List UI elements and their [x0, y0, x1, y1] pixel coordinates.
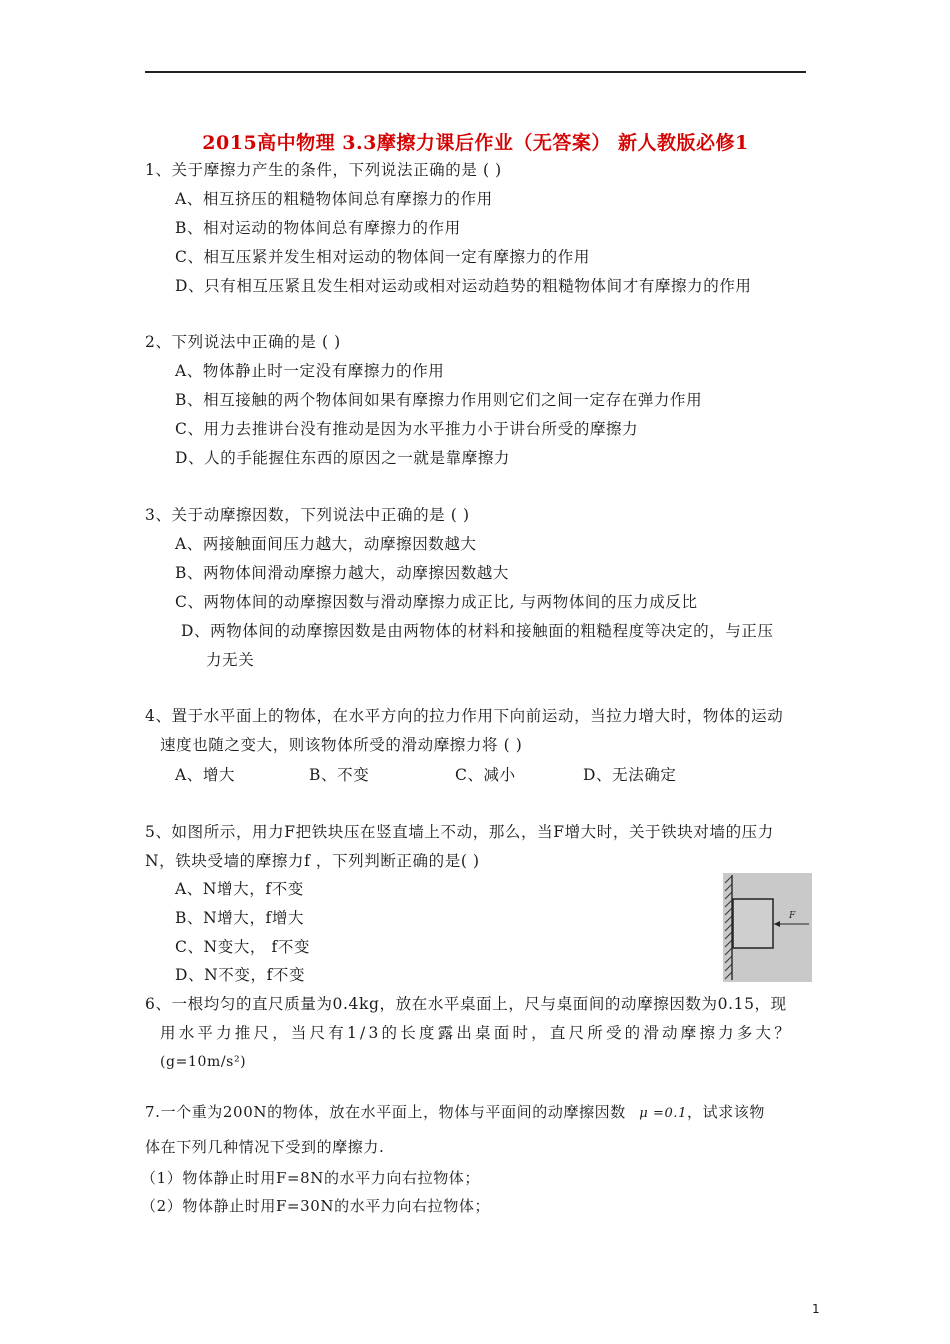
question-3-option-c: C、两物体间的动摩擦因数与滑动摩擦力成正比, 与两物体间的压力成反比	[175, 593, 698, 611]
top-rule	[145, 71, 806, 73]
question-4-option-b: B、不变	[309, 766, 370, 784]
question-3-option-b: B、两物体间滑动摩擦力越大，动摩擦因数越大	[175, 564, 509, 582]
question-4-stem-continued: 速度也随之变大，则该物体所受的滑动摩擦力将 ( )	[160, 736, 523, 754]
question-2-option-a: A、物体静止时一定没有摩擦力的作用	[175, 362, 445, 380]
question-7-line-2: 体在下列几种情况下受到的摩擦力.	[145, 1138, 385, 1156]
question-3-option-a: A、两接触面间压力越大，动摩擦因数越大	[175, 535, 477, 553]
question-1-option-c: C、相互压紧并发生相对运动的物体间一定有摩擦力的作用	[175, 248, 590, 266]
question-5-stem: 5、如图所示，用力F把铁块压在竖直墙上不动，那么，当F增大时，关于铁块对墙的压力	[145, 823, 774, 841]
question-5-stem-continued: N，铁块受墙的摩擦力f ，下列判断正确的是( )	[145, 852, 480, 870]
question-6-line-1: 6、一根均匀的直尺质量为0.4kg，放在水平桌面上，尺与桌面间的动摩擦因数为0.15，现	[145, 995, 787, 1013]
force-label: F	[789, 911, 796, 921]
question-6-line-2: 用水平力推尺，当尺有1/3的长度露出桌面时，直尺所受的滑动摩擦力多大？	[160, 1024, 793, 1042]
question-1-option-d: D、只有相互压紧且发生相对运动或相对运动趋势的粗糙物体间才有摩擦力的作用	[175, 277, 752, 295]
page-number: 1	[812, 1302, 820, 1316]
question-4-stem: 4、置于水平面上的物体，在水平方向的拉力作用下向前运动，当拉力增大时，物体的运动	[145, 707, 784, 725]
question-6-line-3: (g=10m/s²)	[160, 1054, 247, 1070]
question-7-sub-1: （1）物体静止时用F=8N的水平力向右拉物体；	[141, 1169, 480, 1187]
question-5-option-d: D、N不变，f不变	[175, 966, 306, 984]
question-4-options	[175, 763, 735, 783]
question-5-option-b: B、N增大，f增大	[175, 909, 305, 927]
question-7-line-1	[145, 1102, 765, 1124]
page-title: 2015高中物理 3.3摩擦力课后作业（无答案） 新人教版必修1	[202, 132, 749, 154]
question-3-stem: 3、关于动摩擦因数，下列说法中正确的是 ( )	[145, 506, 470, 524]
question-3-option-d-continued: 力无关	[206, 651, 255, 669]
question-1-option-b: B、相对运动的物体间总有摩擦力的作用	[175, 219, 461, 237]
question-4-option-d: D、无法确定	[583, 766, 677, 784]
question-2-stem: 2、下列说法中正确的是 ( )	[145, 333, 341, 351]
question-2-option-c: C、用力去推讲台没有推动是因为水平推力小于讲台所受的摩擦力	[175, 420, 639, 438]
question-5-option-a: A、N增大，f不变	[175, 880, 304, 898]
question-5-option-c: C、N变大， f不变	[175, 938, 311, 956]
question-2-option-b: B、相互接触的两个物体间如果有摩擦力作用则它们之间一定存在弹力作用	[175, 391, 703, 409]
question-2-option-d: D、人的手能握住东西的原因之一就是靠摩擦力	[175, 449, 511, 467]
question-4-option-a: A、增大	[175, 766, 236, 784]
question-3-option-d: D、两物体间的动摩擦因数是由两物体的材料和接触面的粗糙程度等决定的，与正压	[181, 622, 774, 640]
question-7-stem-tail: ，试求该物	[687, 1103, 766, 1121]
question-4-option-c: C、减小	[455, 766, 516, 784]
mu-formula: μ =0.1	[639, 1106, 687, 1121]
question-7-sub-2: （2）物体静止时用F=30N的水平力向右拉物体；	[141, 1197, 491, 1215]
question-1-stem: 1、关于摩擦力产生的条件，下列说法正确的是 ( )	[145, 161, 502, 179]
question-7-stem-text: 7.一个重为200N的物体，放在水平面上，物体与平面间的动摩擦因数	[145, 1103, 626, 1121]
wall-block-figure	[723, 873, 812, 982]
question-1-option-a: A、相互挤压的粗糙物体间总有摩擦力的作用	[175, 190, 493, 208]
wall-block-diagram	[723, 873, 812, 982]
